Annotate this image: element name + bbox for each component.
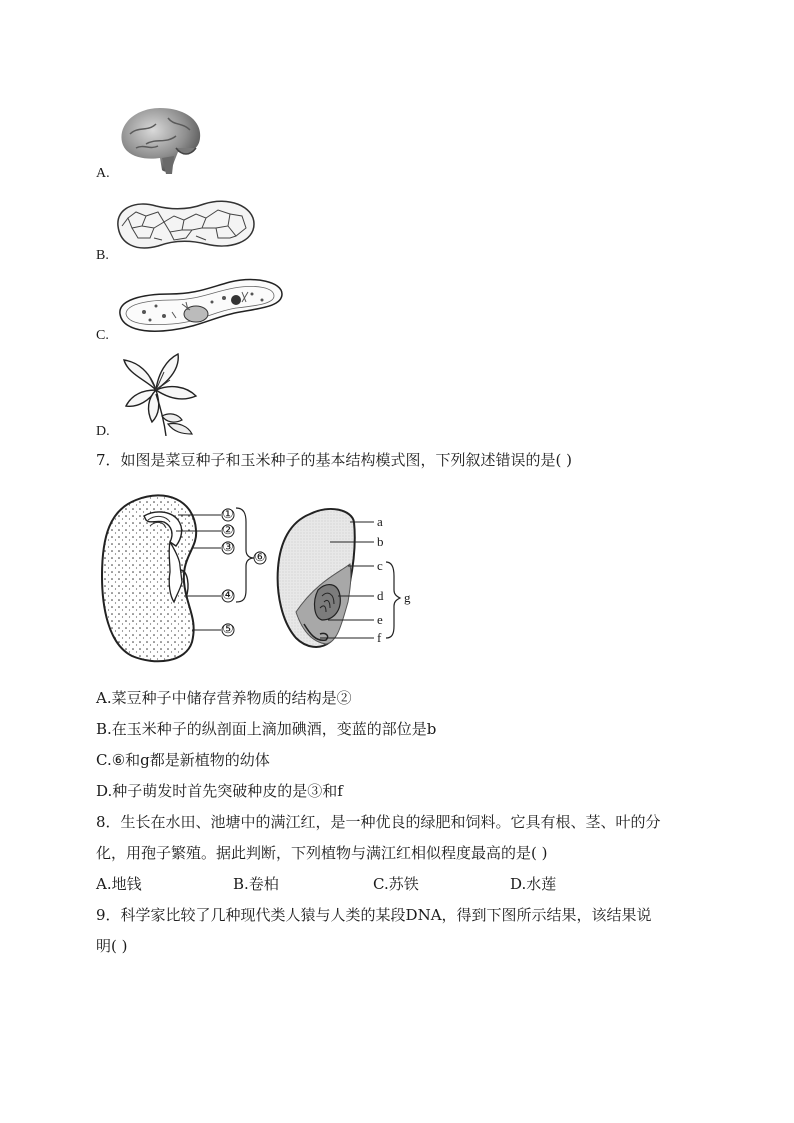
q8-stem-line1: 8．生长在水田、池塘中的满江红，是一种优良的绿肥和饲料。它具有根、茎、叶的分 xyxy=(96,813,661,831)
q7-option-c: C.⑥和g都是新植物的幼体 xyxy=(96,751,270,769)
brain-icon xyxy=(116,104,204,176)
corn-label-c: c xyxy=(377,558,383,573)
q8-option-a: A.地钱 xyxy=(96,875,142,893)
q7-option-b: B.在玉米种子的纵剖面上滴加碘酒，变蓝的部位是b xyxy=(96,720,437,738)
bean-seed-diagram xyxy=(96,486,272,668)
q9-stem-line1: 9．科学家比较了几种现代类人猿与人类的某段DNA，得到下图所示结果，该结果说 xyxy=(96,906,652,924)
corn-label-e: e xyxy=(377,612,383,627)
q7-option-d: D.种子萌发时首先突破种皮的是③和f xyxy=(96,782,343,800)
bean-label-6: ⑥ xyxy=(254,550,266,565)
corn-seed-diagram xyxy=(270,502,420,652)
q8-option-d: D.水莲 xyxy=(510,875,557,893)
bean-label-1: ① xyxy=(222,507,234,522)
option-c-label: C. xyxy=(96,328,109,343)
corn-label-d: d xyxy=(377,588,384,603)
option-d-label: D. xyxy=(96,424,110,439)
lily-flower-icon xyxy=(116,350,206,436)
corn-label-g: g xyxy=(404,590,411,605)
bean-label-5: ⑤ xyxy=(222,622,234,637)
paramecium-icon xyxy=(112,272,288,338)
option-b-label: B. xyxy=(96,248,109,263)
bean-label-4: ④ xyxy=(222,588,234,603)
corn-label-a: a xyxy=(377,514,383,529)
q7-stem: 7．如图是菜豆种子和玉米种子的基本结构模式图，下列叙述错误的是( ) xyxy=(96,451,573,469)
corn-label-b: b xyxy=(377,534,384,549)
bean-label-2: ② xyxy=(222,523,234,538)
option-a-label: A. xyxy=(96,166,110,181)
q7-option-a: A.菜豆种子中储存营养物质的结构是② xyxy=(96,689,352,707)
corn-label-f: f xyxy=(377,630,382,645)
peanut-pod-icon xyxy=(112,196,260,254)
bean-label-3: ③ xyxy=(222,540,234,555)
q8-option-c: C.苏铁 xyxy=(373,875,419,893)
q8-option-b: B.卷柏 xyxy=(233,875,279,893)
q9-stem-line2: 明( ) xyxy=(96,937,128,955)
q8-stem-line2: 化，用孢子繁殖。据此判断，下列植物与满江红相似程度最高的是( ) xyxy=(96,844,548,862)
